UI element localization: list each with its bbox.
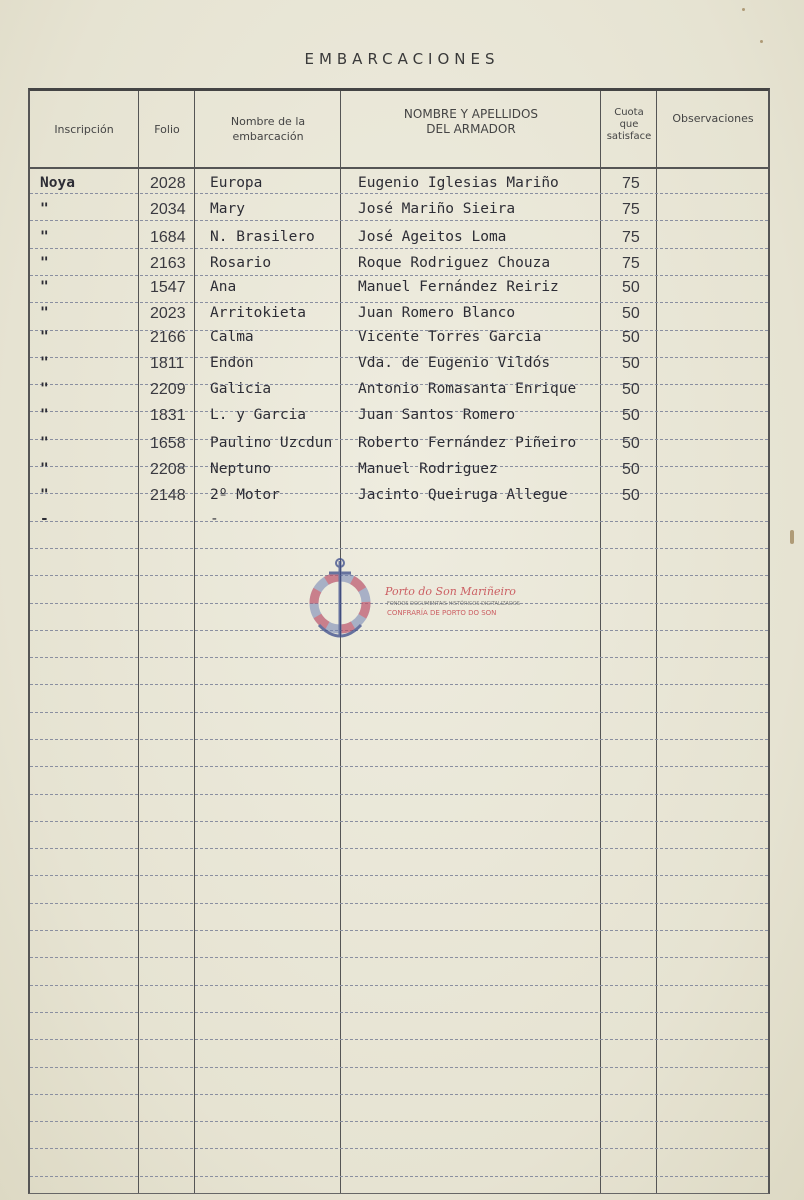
cell-folio: 1811 [150,355,185,372]
header-folio [140,91,194,167]
ruled-line [30,848,768,849]
cell-inscripcion: Noya [40,175,75,191]
header-cuota [602,91,656,167]
cell-embarcacion: Rosario [210,255,272,271]
cell-inscripcion: " [40,381,49,397]
table-row [30,487,768,511]
cell-cuota: 50 [622,305,640,322]
cell-cuota: 75 [622,255,640,272]
ruled-line [30,957,768,958]
header-cuota-line1: Cuota [614,107,644,118]
cell-armador: Juan Romero Blanco [358,305,516,321]
ruled-line [30,657,768,658]
cell-armador: José Mariño Sieira [358,201,516,217]
header-cuota-line3: satisface [606,131,652,142]
header-nombre-line2: embarcación [232,130,304,143]
cell-embarcacion: 2º Motor [210,487,280,503]
cell-armador: Vda. de Eugenio Vildós [358,355,551,371]
archive-stamp [305,555,545,645]
table-row [30,435,768,459]
table-row [30,355,768,379]
cell-folio: 2163 [150,255,186,272]
cell-embarcacion: Ana [210,279,237,295]
table-row [30,229,768,253]
stamp-subtitle: FONDOS DOCUMENTAIS HISTÓRICOS DIGITALIZADOS [387,601,520,607]
cell-folio: 2034 [150,201,186,218]
table-row [30,407,768,431]
cell-cuota: 50 [622,407,640,424]
ruled-line [30,739,768,740]
table-row [30,381,768,405]
cell-embarcacion: Endon [210,355,254,371]
ruled-line [30,766,768,767]
cell-armador: Juan Santos Romero [358,407,516,423]
cell-armador: Eugenio Iglesias Mariño [358,175,559,191]
cell-embarcacion: Arritokieta [210,305,307,321]
header-divider [30,167,768,169]
cell-inscripcion: " [40,201,49,217]
paper-speck [790,530,794,544]
cell-folio: 1831 [150,407,186,424]
cell-armador: Roberto Fernández Piñeiro [358,435,577,451]
header-armador [342,91,600,167]
cell-embarcacion: Calma [210,329,254,345]
ruled-line [30,1121,768,1122]
cell-inscripcion: - [40,511,49,527]
header-cuota-line2: que [619,119,639,130]
ruled-line [30,903,768,904]
cell-cuota: 75 [622,175,640,192]
ruled-line [30,794,768,795]
table-row [30,461,768,485]
table-row [30,255,768,279]
cell-embarcacion: - [210,511,219,527]
cell-folio: 2209 [150,381,186,398]
cell-cuota: 50 [622,461,640,478]
ruled-line [30,684,768,685]
cell-inscripcion: " [40,435,49,451]
cell-embarcacion: N. Brasilero [210,229,315,245]
header-observaciones [658,91,768,167]
cell-inscripcion: " [40,487,49,503]
cell-embarcacion: Paulino Uzcdun [210,435,333,451]
page-title: EMBARCACIONES [304,50,500,68]
cell-cuota: 50 [622,355,640,372]
cell-armador: José Ageitos Loma [358,229,507,245]
cell-inscripcion: " [40,229,49,245]
header-inscripcion-label: Inscripción [54,122,114,136]
ruled-line [30,548,768,549]
header-nombre-line1: Nombre de la [230,115,306,128]
cell-armador: Manuel Rodriguez [358,461,498,477]
ruled-line [30,985,768,986]
cell-folio: 1684 [150,229,186,246]
header-observaciones-label: Observaciones [672,111,754,125]
cell-folio: 2166 [150,329,186,346]
cell-armador: Roque Rodriguez Chouza [358,255,551,271]
table-row [30,329,768,353]
cell-folio: 1658 [150,435,186,452]
cell-inscripcion: " [40,407,49,423]
ruled-line [30,1176,768,1177]
cell-folio: 2148 [150,487,186,504]
cell-embarcacion: L. y Garcia [210,407,307,423]
cell-folio: 2023 [150,305,186,322]
cell-cuota: 50 [622,329,640,346]
cell-embarcacion: Mary [210,201,245,217]
table-row [30,175,768,199]
ruled-line [30,875,768,876]
anchor-lifebuoy-icon [305,555,375,645]
cell-armador: Vicente Torres Garcia [358,329,542,345]
ruled-line [30,930,768,931]
header-armador-line1: NOMBRE Y APELLIDOS [403,107,539,121]
ruled-line [30,1148,768,1149]
cell-armador: Antonio Romasanta Enrique [358,381,577,397]
paper-speck [760,40,763,43]
cell-folio: 2208 [150,461,186,478]
paper-speck [742,8,745,11]
cell-armador: Jacinto Queiruga Allegue [358,487,568,503]
cell-embarcacion: Neptuno [210,461,272,477]
cell-embarcacion: Galicia [210,381,272,397]
cell-inscripcion: " [40,355,49,371]
stamp-confraria: CONFRARÍA DE PORTO DO SON [387,609,497,617]
header-armador-line2: DEL ARMADOR [426,122,516,136]
stamp-brand: Porto do Son Mariñeiro [385,585,516,598]
cell-embarcacion: Europa [210,175,263,191]
table-row [30,201,768,225]
header-inscripcion [30,91,138,167]
ruled-line [30,1012,768,1013]
cell-inscripcion: " [40,305,49,321]
cell-inscripcion: " [40,329,49,345]
ruled-line [30,1094,768,1095]
header-nombre-embarcacion [196,91,340,167]
cell-cuota: 75 [622,229,640,246]
cell-cuota: 50 [622,279,640,296]
cell-cuota: 50 [622,381,640,398]
ruled-line [30,712,768,713]
table-row [30,305,768,329]
cell-armador: Manuel Fernández Reiriz [358,279,559,295]
table-row [30,511,768,535]
cell-inscripcion: " [40,279,49,295]
cell-cuota: 50 [622,487,640,504]
cell-inscripcion: " [40,255,49,271]
ruled-line [30,821,768,822]
cell-folio: 2028 [150,175,186,192]
ruled-line [30,1067,768,1068]
cell-folio: 1547 [150,279,186,296]
cell-cuota: 50 [622,435,640,452]
cell-inscripcion: " [40,461,49,477]
table-row [30,279,768,303]
header-folio-label: Folio [154,122,180,136]
cell-cuota: 75 [622,201,640,218]
ruled-line [30,1039,768,1040]
